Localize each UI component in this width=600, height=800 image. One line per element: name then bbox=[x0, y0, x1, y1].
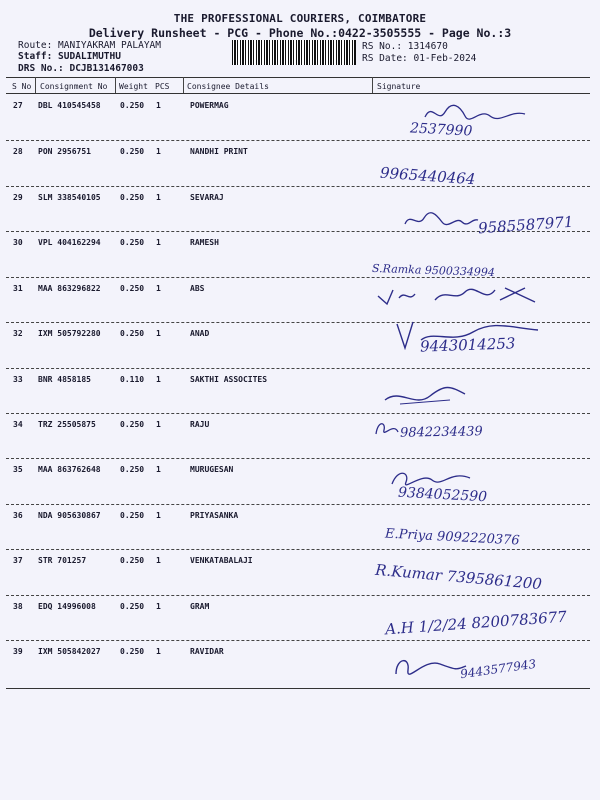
row-sno: 35 bbox=[13, 465, 23, 474]
header-bottom-rule bbox=[6, 93, 590, 94]
signature-34: 9842234439 bbox=[399, 424, 483, 441]
row-consignee: POWERMAG bbox=[190, 101, 229, 110]
row-consignee: SEVARAJ bbox=[190, 193, 224, 202]
row-pcs: 1 bbox=[156, 420, 161, 429]
row-consignee: PRIYASANKA bbox=[190, 511, 239, 520]
row-weight: 0.250 bbox=[120, 147, 145, 156]
signature-29: 9585587971 bbox=[477, 212, 574, 238]
row-pcs: 1 bbox=[156, 101, 161, 110]
row-consignee: ANAD bbox=[190, 329, 210, 338]
row-consignee: RAMESH bbox=[190, 238, 219, 247]
table-row bbox=[0, 459, 600, 504]
row-weight: 0.250 bbox=[120, 284, 145, 293]
row-consignee: SAKTHI ASSOCITES bbox=[190, 375, 268, 384]
header-top-rule bbox=[6, 77, 590, 78]
signature-28: 9965440464 bbox=[379, 163, 476, 189]
scribble-signature-mark bbox=[372, 418, 402, 440]
company-title: THE PROFESSIONAL COURIERS, COIMBATORE bbox=[173, 12, 427, 25]
row-pcs: 1 bbox=[156, 284, 161, 293]
row-consignment: MAA 863762648 bbox=[38, 465, 101, 474]
signature-37: R.Kumar 7395861200 bbox=[374, 560, 543, 594]
row-pcs: 1 bbox=[156, 147, 161, 156]
drs-number: DRS No.: DCJB131467003 bbox=[18, 63, 144, 74]
row-sno: 30 bbox=[13, 238, 23, 247]
row-weight: 0.250 bbox=[120, 511, 145, 520]
row-weight: 0.250 bbox=[120, 101, 145, 110]
row-weight: 0.250 bbox=[120, 647, 145, 656]
row-sno: 31 bbox=[13, 284, 23, 293]
route-label: Route: MANIYAKRAM PALAYAM bbox=[18, 40, 161, 51]
row-consignment: EDQ 14996008 bbox=[38, 602, 96, 611]
row-pcs: 1 bbox=[156, 556, 161, 565]
row-weight: 0.250 bbox=[120, 556, 145, 565]
signature-36: E.Priya 9092220376 bbox=[384, 526, 520, 549]
signature-35: 9384052590 bbox=[397, 484, 488, 506]
row-sno: 32 bbox=[13, 329, 23, 338]
col-header-sno: S No bbox=[12, 82, 32, 91]
table-bottom-rule bbox=[6, 688, 590, 689]
runsheet-subtitle: Delivery Runsheet - PCG - Phone No.:0422-3505555 - Page No.:3 bbox=[88, 26, 512, 40]
row-consignment: IXM 505792280 bbox=[38, 329, 101, 338]
row-consignee: ABS bbox=[190, 284, 205, 293]
row-consignee: MURUGESAN bbox=[190, 465, 234, 474]
scribble-signature-mark bbox=[400, 210, 480, 230]
col-header-consignee: Consignee Details bbox=[187, 82, 269, 91]
col-divider bbox=[372, 77, 373, 93]
scribble-signature-mark bbox=[375, 282, 550, 310]
col-header-weight: Weight bbox=[119, 82, 148, 91]
row-sno: 33 bbox=[13, 375, 23, 384]
row-consignment: BNR 4858185 bbox=[38, 375, 91, 384]
row-sno: 38 bbox=[13, 602, 23, 611]
row-sno: 39 bbox=[13, 647, 23, 656]
row-sno: 37 bbox=[13, 556, 23, 565]
row-pcs: 1 bbox=[156, 329, 161, 338]
signature-38: A.H 1/2/24 8200783677 bbox=[384, 607, 568, 639]
col-divider bbox=[183, 77, 184, 93]
col-divider bbox=[35, 77, 36, 93]
row-consignee: RAVIDAR bbox=[190, 647, 224, 656]
rs-date: RS Date: 01-Feb-2024 bbox=[362, 53, 477, 64]
row-consignment: MAA 863296822 bbox=[38, 284, 101, 293]
row-weight: 0.250 bbox=[120, 465, 145, 474]
scribble-signature-mark bbox=[380, 378, 470, 408]
row-consignment: TRZ 25505875 bbox=[38, 420, 96, 429]
row-consignment: DBL 410545458 bbox=[38, 101, 101, 110]
row-pcs: 1 bbox=[156, 238, 161, 247]
scribble-signature-mark bbox=[420, 102, 530, 126]
row-pcs: 1 bbox=[156, 193, 161, 202]
rs-number: RS No.: 1314670 bbox=[362, 41, 448, 52]
col-header-pcs: PCS bbox=[155, 82, 170, 91]
scribble-signature-mark bbox=[393, 320, 543, 350]
col-divider bbox=[115, 77, 116, 93]
row-sno: 28 bbox=[13, 147, 23, 156]
table-row bbox=[0, 232, 600, 280]
row-consignment: IXM 505842027 bbox=[38, 647, 101, 656]
row-consignment: STR 701257 bbox=[38, 556, 87, 565]
row-consignee: GRAM bbox=[190, 602, 210, 611]
row-weight: 0.250 bbox=[120, 602, 145, 611]
col-header-consignment: Consignment No bbox=[40, 82, 108, 91]
scribble-signature-mark bbox=[388, 466, 478, 492]
barcode bbox=[232, 40, 356, 65]
row-pcs: 1 bbox=[156, 511, 161, 520]
row-weight: 0.110 bbox=[120, 375, 145, 384]
row-sno: 36 bbox=[13, 511, 23, 520]
signature-32: 9443014253 bbox=[419, 334, 516, 356]
table-row bbox=[0, 141, 600, 186]
signature-30: S.Ramka 9500334994 bbox=[371, 261, 496, 280]
row-pcs: 1 bbox=[156, 465, 161, 474]
row-sno: 34 bbox=[13, 420, 23, 429]
row-consignee: RAJU bbox=[190, 420, 210, 429]
scribble-signature-mark bbox=[390, 652, 470, 680]
row-pcs: 1 bbox=[156, 375, 161, 384]
row-weight: 0.250 bbox=[120, 193, 145, 202]
row-consignee: VENKATABALAJI bbox=[190, 556, 253, 565]
row-consignment: VPL 404162294 bbox=[38, 238, 101, 247]
row-weight: 0.250 bbox=[120, 329, 145, 338]
signature-27: 2537990 bbox=[409, 120, 473, 140]
table-row bbox=[0, 414, 600, 459]
row-consignee: NANDHI PRINT bbox=[190, 147, 248, 156]
col-header-signature: Signature bbox=[377, 82, 421, 91]
row-sno: 29 bbox=[13, 193, 23, 202]
staff-label: Staff: SUDALIMUTHU bbox=[18, 51, 121, 62]
row-weight: 0.250 bbox=[120, 238, 145, 247]
row-consignment: PON 2956751 bbox=[38, 147, 91, 156]
row-consignment: SLM 338540105 bbox=[38, 193, 101, 202]
signature-39: 9443577943 bbox=[459, 656, 537, 682]
row-consignment: NDA 905630867 bbox=[38, 511, 101, 520]
row-weight: 0.250 bbox=[120, 420, 145, 429]
row-pcs: 1 bbox=[156, 647, 161, 656]
table-row bbox=[0, 369, 600, 414]
row-pcs: 1 bbox=[156, 602, 161, 611]
row-sno: 27 bbox=[13, 101, 23, 110]
